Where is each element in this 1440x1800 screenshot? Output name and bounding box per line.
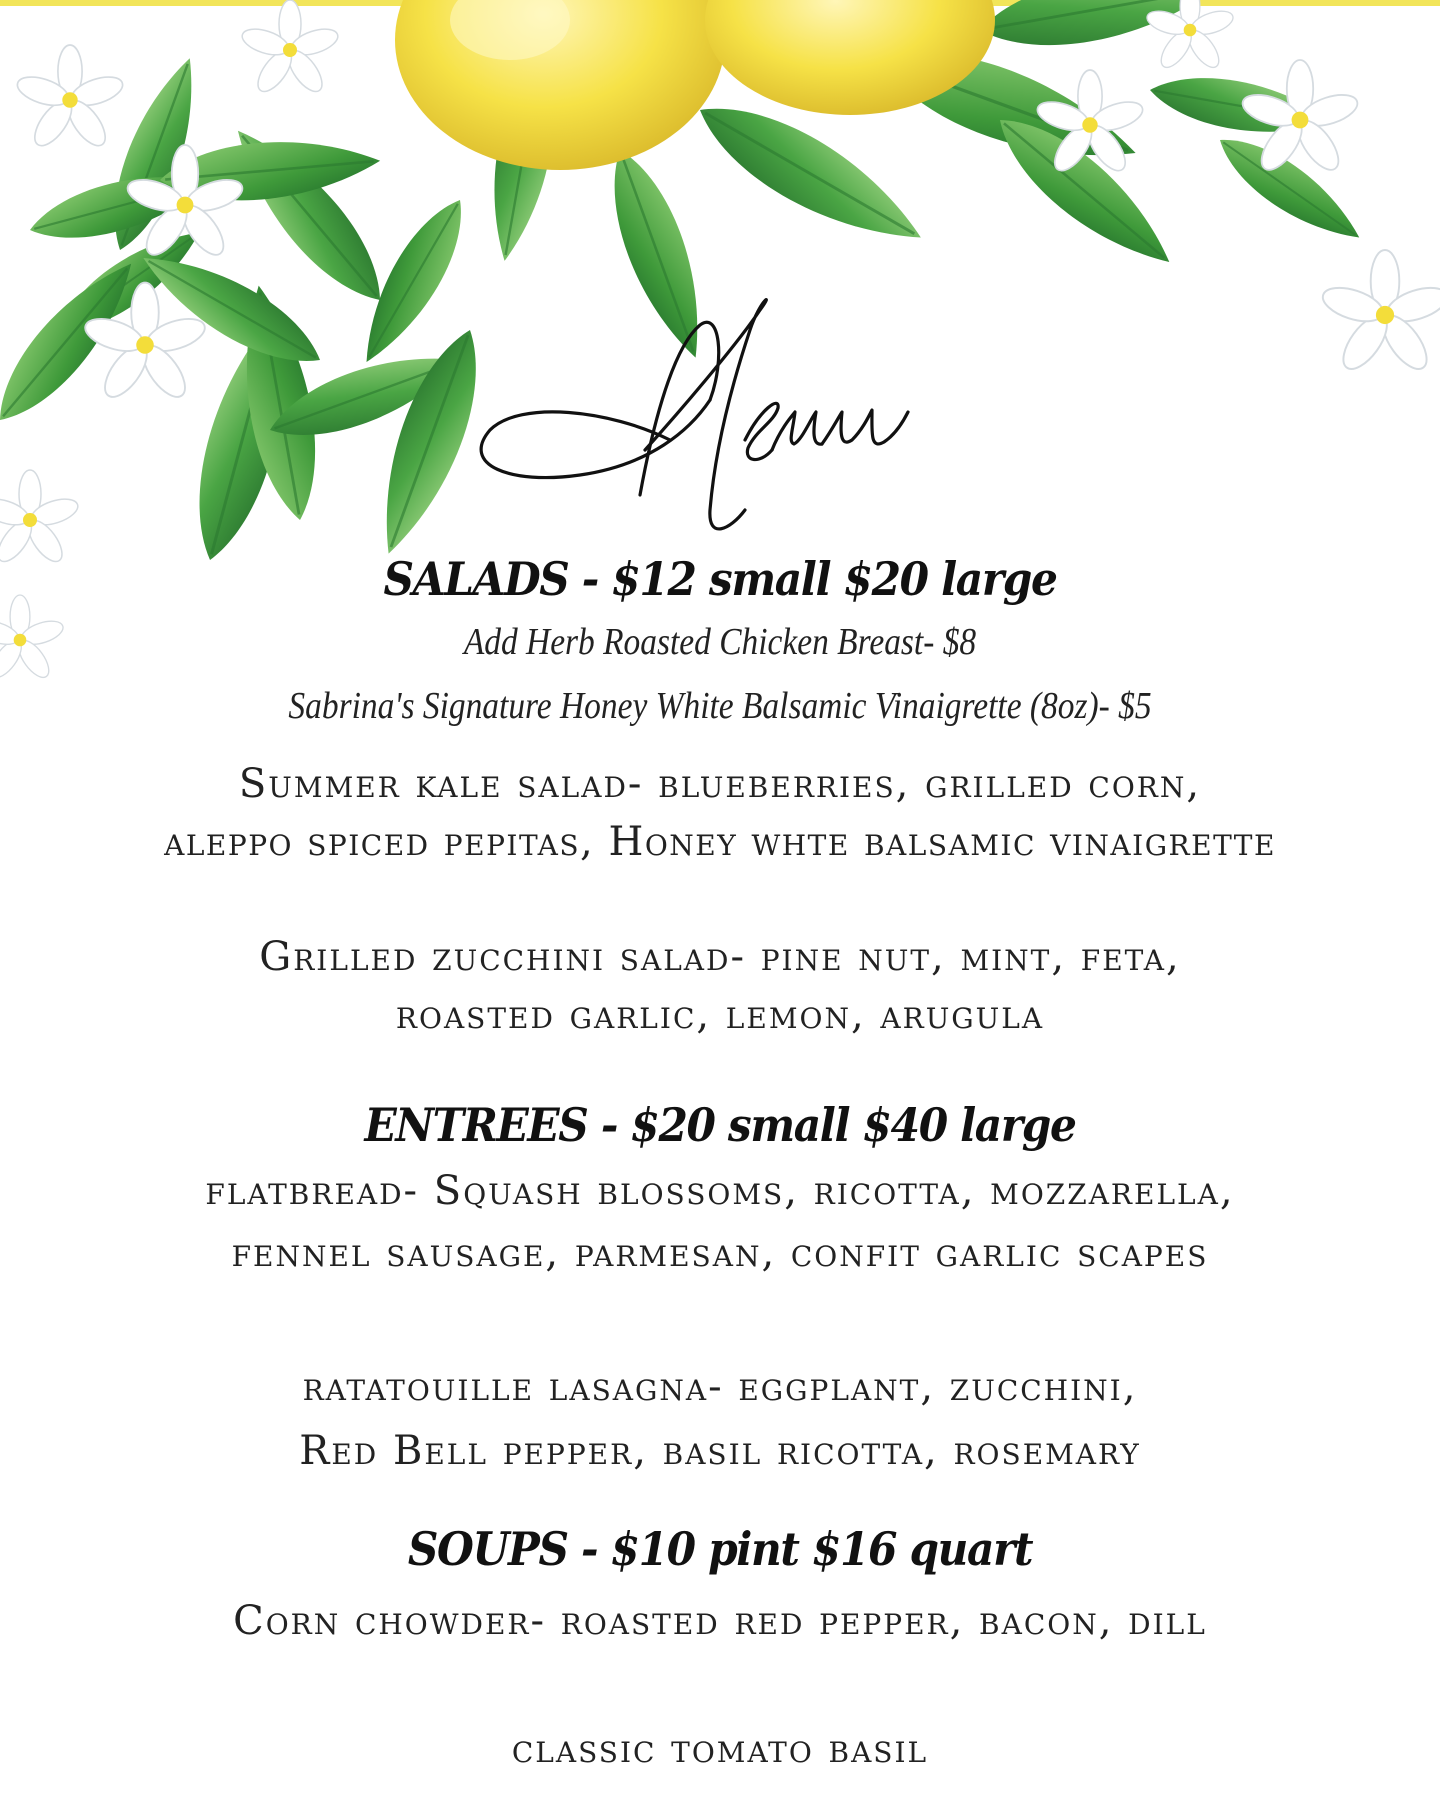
salad-item-kale-line1: Summer kale salad- blueberries, grilled corn,: [238, 761, 1202, 807]
entrees-heading: ENTREES - $20 small $40 large: [364, 1098, 1076, 1152]
salads-addon-note: Add Herb Roasted Chicken Breast- $8: [463, 621, 977, 663]
salad-item-zucchini-line2: roasted garlic, lemon, arugula: [395, 992, 1045, 1038]
entree-item-lasagna-line1: ratatouille lasagna- eggplant, zucchini,: [302, 1364, 1138, 1410]
soup-item-corn-chowder: Corn chowder- roasted red pepper, bacon, dill: [233, 1598, 1207, 1644]
menu-script-title: [460, 280, 980, 570]
salad-item-kale-line2: aleppo spiced pepitas, Honey whte balsamic vinaigrette: [164, 819, 1276, 865]
entree-item-flatbread-line1: flatbread- Squash blossoms, ricotta, mozzarella,: [205, 1168, 1235, 1214]
entree-item-flatbread-line2: fennel sausage, parmesan, confit garlic scapes: [231, 1230, 1209, 1276]
salad-item-zucchini-line1: Grilled zucchini salad- pine nut, mint, feta,: [259, 934, 1181, 980]
soup-item-tomato-basil: classic tomato basil: [511, 1726, 929, 1772]
entree-item-lasagna-line2: Red Bell pepper, basil ricotta, rosemary: [299, 1428, 1141, 1474]
salads-vinaigrette-note: Sabrina's Signature Honey White Balsamic Vinaigrette (8oz)- $5: [288, 685, 1152, 727]
salads-heading: SALADS - $12 small $20 large: [383, 552, 1057, 606]
soups-heading: SOUPS - $10 pint $16 quart: [407, 1522, 1033, 1576]
